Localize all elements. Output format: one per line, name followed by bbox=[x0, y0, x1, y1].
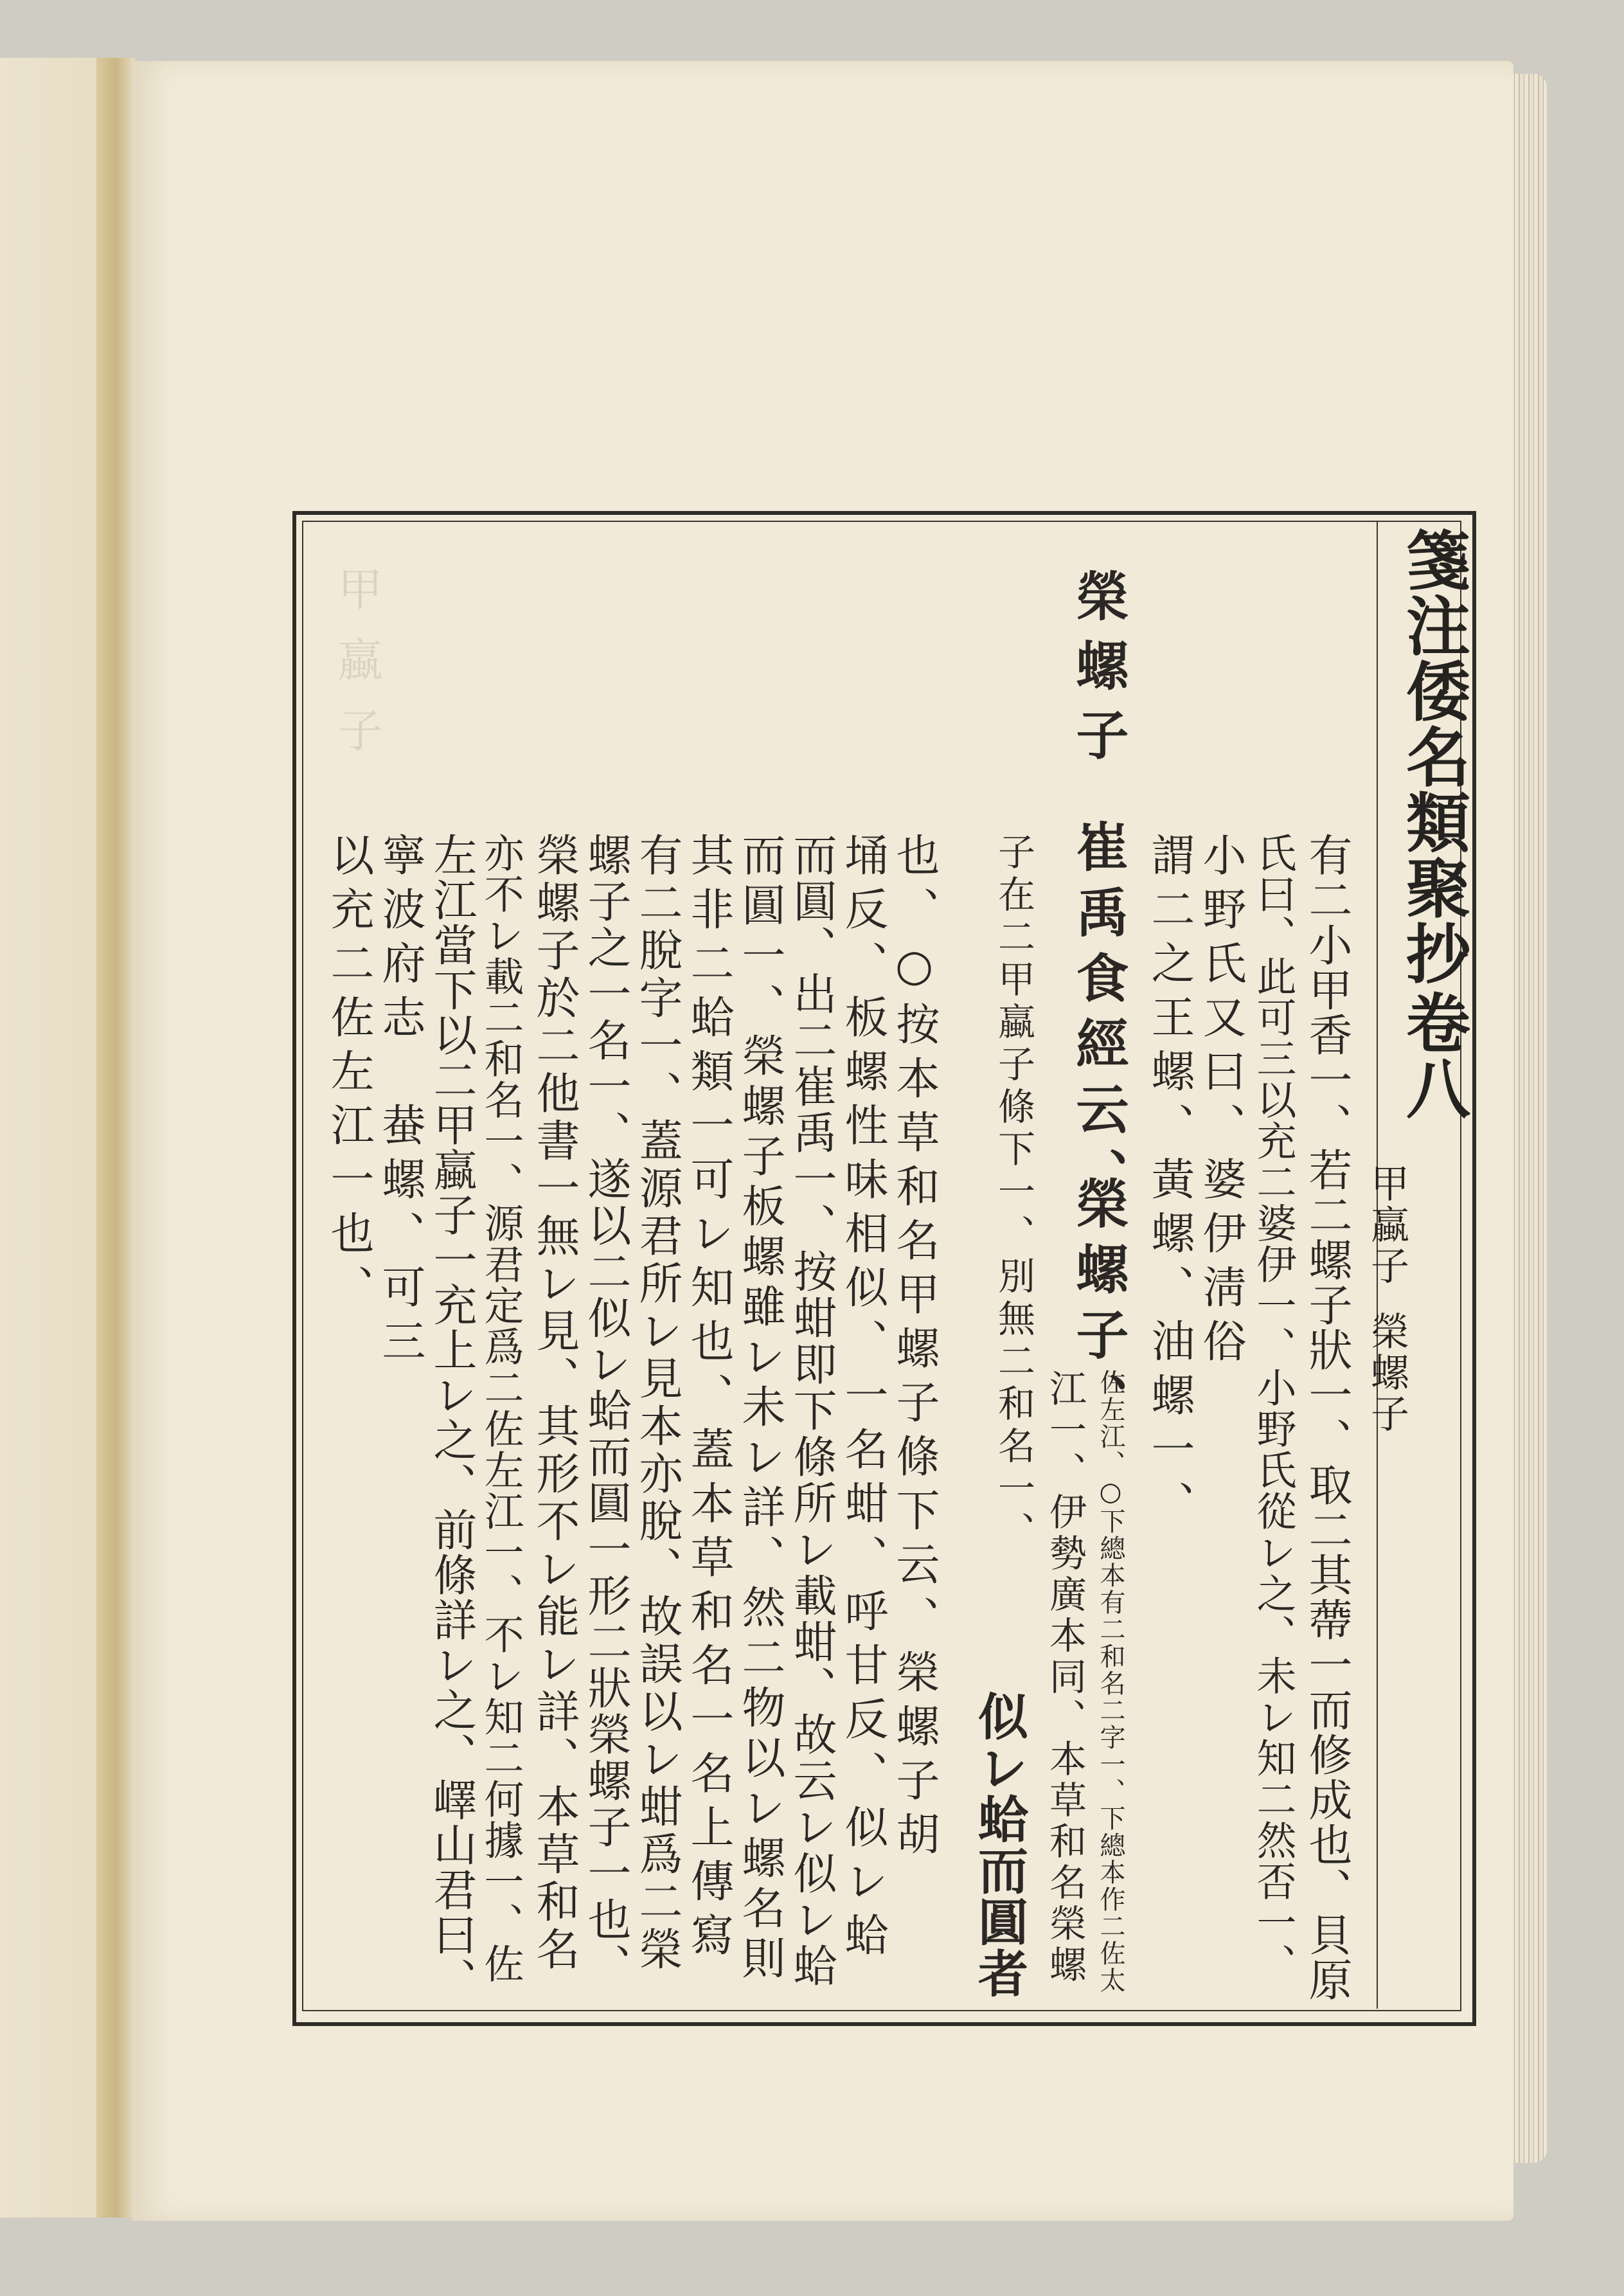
gloss-line-3: 子在二甲蠃子條下一、別無二和名一、 bbox=[992, 832, 1035, 1554]
book-title: 箋注倭名類聚抄 bbox=[1395, 527, 1471, 986]
note-line-6: 有二脫字一、蓋源君所レ見本亦脫、故誤以レ蚶爲二榮 bbox=[632, 832, 683, 1974]
note-line-9: 亦不レ載二和名一、源君定爲二佐左江一、不レ知二何據一、佐 bbox=[477, 832, 524, 1984]
section-label-2: 榮螺子 bbox=[1364, 1311, 1409, 1435]
prev-line-4: 謂二之王螺、黃螺、油螺一、 bbox=[1144, 832, 1195, 1534]
note-line-12: 以充二佐左江一也、 bbox=[323, 832, 374, 1318]
entry-heading: 榮螺子 bbox=[1067, 569, 1129, 777]
prev-line-3: 小野氏又曰、婆伊淸俗 bbox=[1195, 832, 1246, 1372]
gloss-line-1: 佐左江、○下總本有二和名二字一、下總本作二佐太 bbox=[1096, 1369, 1125, 1994]
note-line-8: 榮螺子於二他書一無レ見、其形不レ能レ詳、本草和名 bbox=[529, 832, 580, 1974]
gloss-line-2: 江一、伊勢廣本同、本草和名榮螺 bbox=[1043, 1369, 1087, 1986]
bleed-through-text: 甲蠃子 bbox=[330, 566, 383, 778]
book-spine bbox=[96, 58, 135, 2218]
note-line-3: 而圓、出二崔禹一、按蚶即下條所レ載蚶、故云レ似レ蛤 bbox=[786, 832, 837, 1989]
volume-label: 卷八 bbox=[1395, 990, 1471, 1121]
note-line-7: 螺子之一名一、遂以二似レ蛤而圓一形二狀榮螺子一也、 bbox=[580, 832, 631, 1989]
note-line-4: 而圓一、榮螺子板螺雖レ未レ詳、然二物以レ螺名則 bbox=[735, 832, 785, 1986]
note-line-11: 寧波府志 蛬螺、可三 bbox=[375, 832, 425, 1372]
note-line-10: 左江當下以二甲蠃子一充上レ之、前條詳レ之、嶧山君曰、 bbox=[426, 832, 477, 2002]
entry-term: 榮螺子、 bbox=[1067, 1176, 1129, 1439]
entry-source: 崔禹食經云、 bbox=[1067, 820, 1129, 1213]
note-line-2: 埇反、板螺性味相似、一名蚶、呼甘反、似レ蛤 bbox=[837, 832, 888, 1966]
prev-line-1: 有二小甲香一、若二螺子狀一、取二其蔕一而修成也、貝原 bbox=[1301, 832, 1352, 2002]
note-line-5: 其非二蛤類一可レ知也、蓋本草和名一名上傳寫 bbox=[683, 832, 734, 1966]
note-line-1: 也、○按本草和名甲螺子條下云、榮螺子胡 bbox=[889, 832, 940, 1865]
section-label-1: 甲蠃子 bbox=[1364, 1163, 1409, 1287]
entry-definition: 似レ蛤而圓者 bbox=[970, 1691, 1028, 1999]
prev-line-2: 氏曰、此可三以充二婆伊一、小野氏從レ之、未レ知二然否一、 bbox=[1250, 832, 1297, 1984]
